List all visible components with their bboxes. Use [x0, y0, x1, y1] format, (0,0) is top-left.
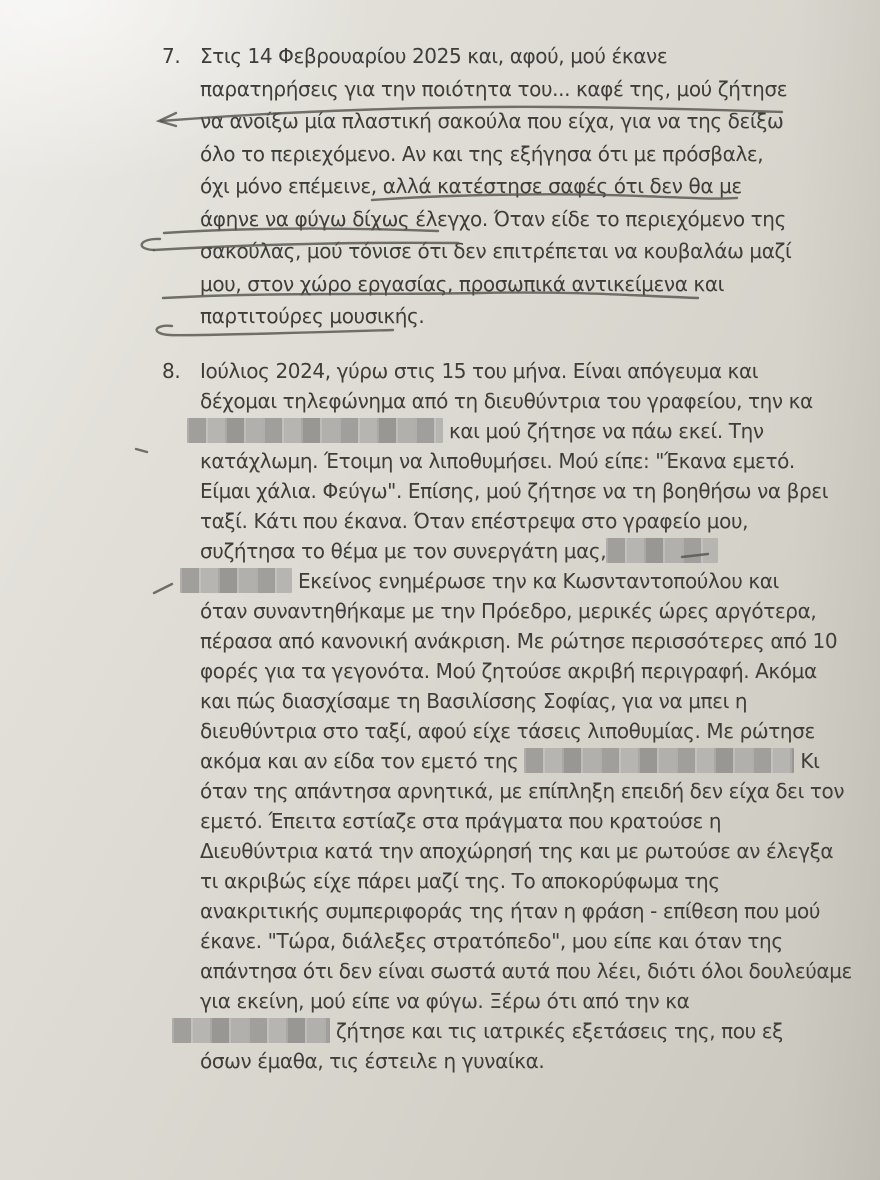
line-text: παρτιτούρες μουσικής.: [200, 304, 425, 328]
line-text: δέχομαι τηλεφώνημα από τη διευθύντρια του γραφείου, την κα: [200, 389, 813, 413]
document-line: [200, 203, 791, 236]
line-text: φορές για τα γεγονότα. Μού ζητούσε ακριβή περιγραφή. Ακόμα: [200, 659, 817, 683]
line-text: ταξί. Κάτι που έκανα. Όταν επέστρεψα στο γραφείο μου,: [200, 509, 749, 533]
document-line: [200, 926, 852, 956]
document-line: [200, 896, 852, 926]
line-text: όταν συναντηθήκαμε με την Πρόεδρο, μερικές ώρες αργότερα,: [200, 599, 817, 623]
line-text: για εκείνη, μού είπε να φύγω. Ξέρω ότι από την κα: [200, 989, 690, 1013]
line-text: παρατηρήσεις για την ποιότητα του... καφέ της, μού ζήτησε: [200, 76, 788, 101]
redaction-block: [606, 538, 718, 563]
document-line: [200, 536, 852, 566]
line-text: όσων έμαθα, τις έστειλε η γυναίκα.: [200, 1049, 545, 1073]
line-text: και μού ζήτησε να πάω εκεί. Την: [443, 419, 764, 443]
document-line: [200, 986, 852, 1016]
line-text: απάντησα ότι δεν είναι σωστά αυτά που λέει, διότι όλοι δουλεύαμε: [200, 959, 852, 983]
document-line: [200, 416, 852, 446]
pen-margin-tick: [154, 584, 172, 593]
document-line: [200, 386, 852, 416]
document-line: [200, 476, 852, 506]
document-line: [200, 776, 852, 806]
line-text: Είμαι χάλια. Φεύγω". Επίσης, μού ζήτησε να τη βοηθήσω να βρει: [200, 479, 829, 503]
line-text: Ιούλιος 2024, γύρω στις 15 του μήνα. Είναι απόγευμα και: [200, 359, 759, 383]
document-line: [200, 746, 852, 776]
line-text: άφηνε να φύγω δίχως έλεγχο. Όταν είδε το περιεχόμενο της: [200, 206, 786, 231]
document-line: [200, 170, 791, 203]
line-text: εμετό. Έπειτα εστίαζε στα πράγματα που κρατούσε η: [200, 809, 722, 833]
document-line: [200, 836, 852, 866]
document-line: [200, 716, 852, 746]
redaction-block: [180, 568, 292, 593]
document-line: [200, 596, 852, 626]
document-line: [200, 1016, 852, 1046]
document-line: [200, 656, 852, 686]
line-text: ανακριτικής συμπεριφοράς της ήταν η φράση - επίθεση που μού: [200, 899, 820, 923]
line-text: μου, στον χώρο εργασίας, προσωπικά αντικείμενα και: [200, 271, 724, 296]
redaction-block: [172, 1018, 330, 1043]
pen-small-dash: [136, 449, 147, 452]
line-text: ζήτησε και τις ιατρικές εξετάσεις της, που εξ: [330, 1019, 783, 1043]
line-text: κατάχλωμη. Έτοιμη να λιποθυμήσει. Μού είπε: "Έκανα εμετό.: [200, 449, 795, 473]
document-line: [200, 956, 852, 986]
pen-arrow-icon: [159, 113, 176, 126]
document-line: [200, 446, 852, 476]
line-text: τι ακριβώς είχε πάρει μαζί της. Το αποκορύφωμα της: [200, 869, 720, 893]
line-text: Κι: [794, 749, 820, 773]
line-text: συζήτησα το θέμα με τον συνεργάτη μας,: [200, 539, 607, 563]
line-text: Εκείνος ενημέρωσε την κα Κωσνταντοπούλου και: [292, 569, 779, 593]
line-text: πέρασα από κανονική ανάκριση. Με ρώτησε περισσότερες από 10: [200, 629, 838, 653]
document-line: [200, 1046, 852, 1076]
document-line: [200, 138, 791, 171]
line-text: όχι μόνο επέμεινε, αλλά κατέστησε σαφές ότι δεν θα με: [200, 174, 742, 198]
line-text: ακόμα και αν είδα τον εμετό της: [200, 749, 525, 773]
item-number: 8.: [162, 359, 181, 383]
item-8-lines: [200, 356, 852, 1076]
pen-hook-icon: [142, 239, 160, 250]
list-item-8: [162, 356, 852, 1076]
line-text: έκανε. "Τώρα, διάλεξες στρατόπεδο", μου είπε και όταν της: [200, 929, 783, 953]
document-line: [200, 268, 791, 301]
line-text: διευθύντρια στο ταξί, αφού είχε τάσεις λιποθυμίας. Με ρώτησε: [200, 719, 815, 743]
line-text: όλο το περιεχόμενο. Αν και της εξήγησα ότι με πρόσβαλε,: [200, 141, 764, 166]
document-line: [200, 356, 852, 386]
line-text: όταν της απάντησα αρνητικά, με επίπληξη επειδή δεν είχα δει τον: [200, 779, 845, 803]
line-text: να ανοίξω μία πλαστική σακούλα που είχα, για να της δείξω: [200, 109, 784, 133]
document-line: [200, 566, 852, 596]
document-line: [200, 235, 791, 268]
item-7-lines: [200, 40, 791, 333]
list-item-7: [162, 40, 792, 333]
item-number: 7.: [162, 44, 181, 68]
document-line: [200, 686, 852, 716]
line-text: Διευθύντρια κατά την αποχώρησή της και με ρωτούσε αν έλεγξα: [200, 839, 834, 863]
redaction-block: [187, 418, 443, 443]
line-text: και πώς διασχίσαμε τη Βασιλίσσης Σοφίας, για να μπει η: [200, 689, 748, 713]
document-line: [200, 506, 852, 536]
document-line: [200, 626, 852, 656]
document-line: [200, 806, 852, 836]
document-line: [200, 105, 791, 138]
document-line: [200, 40, 791, 73]
document-line: [200, 866, 852, 896]
line-text: σακούλας, μού τόνισε ότι δεν επιτρέπεται να κουβαλάω μαζί: [200, 239, 792, 263]
redaction-block: [524, 748, 794, 773]
document-line: [200, 73, 791, 106]
document-line: [200, 300, 791, 333]
line-text: Στις 14 Φεβρουαρίου 2025 και, αφού, μού έκανε: [200, 44, 668, 68]
